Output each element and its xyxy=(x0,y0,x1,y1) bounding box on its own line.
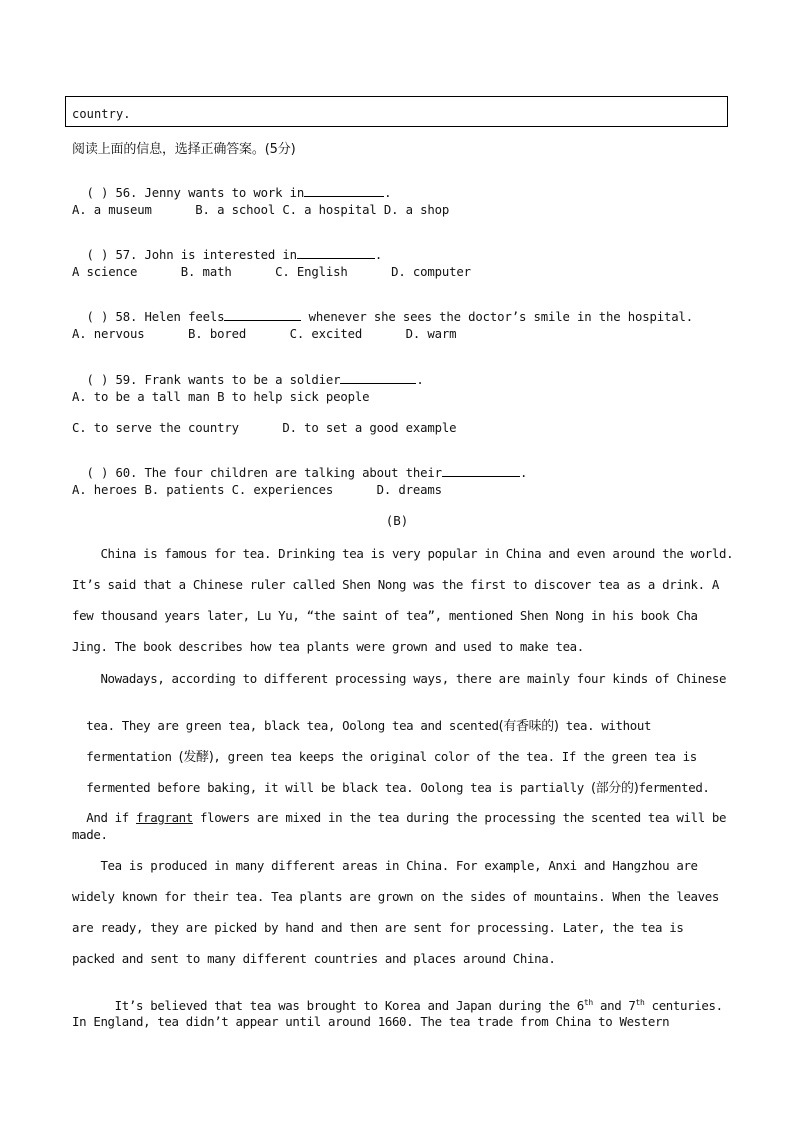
box-text: country. xyxy=(72,107,131,121)
options-56: A. a museum B. a school C. a hospital D. a shop xyxy=(72,203,450,217)
passage-line: tea. They are green tea, black tea, Oolong tea and scented(有香味的) tea. without xyxy=(86,718,652,734)
underlined-word: fragrant xyxy=(136,810,193,825)
passage-line: fermentation (发酵), green tea keeps the original color of the tea. If the green tea is xyxy=(86,749,697,765)
passage-line: It’s believed that tea was brought to Korea and Japan during the 6th and 7th centuries. xyxy=(86,998,723,1014)
question-56: ( ) 56. Jenny wants to work in . xyxy=(86,186,392,200)
passage-line: packed and sent to many different countries and places around China. xyxy=(72,951,556,966)
passage-line: China is famous for tea. Drinking tea is very popular in China and even around the world. xyxy=(72,546,734,561)
question-58: ( ) 58. Helen feels whenever she sees the doctor’s smile in the hospital. xyxy=(86,310,694,324)
options-59-b: C. to serve the country D. to set a good example xyxy=(72,421,457,435)
passage-line: Nowadays, according to different processing ways, there are mainly four kinds of Chinese xyxy=(72,671,727,686)
passage-line: made. xyxy=(72,827,108,842)
question-60: ( ) 60. The four children are talking about their . xyxy=(86,466,528,480)
passage-line: fermented before baking, it will be black tea. Oolong tea is partially (部分的)fermented. xyxy=(86,780,710,796)
answer-blank xyxy=(340,371,416,384)
question-59: ( ) 59. Frank wants to be a soldier . xyxy=(86,373,424,387)
passage-line: Tea is produced in many different areas in China. For example, Anxi and Hangzhou are xyxy=(72,858,698,873)
answer-blank xyxy=(297,246,375,259)
passage-line: are ready, they are picked by hand and then are sent for processing. Later, the tea is xyxy=(72,920,684,935)
answer-blank xyxy=(224,308,301,321)
question-57: ( ) 57. John is interested in . xyxy=(86,248,383,262)
passage-line: In England, tea didn’t appear until around 1660. The tea trade from China to Western xyxy=(72,1014,670,1029)
section-label: (B) xyxy=(385,513,409,528)
passage-line: And if fragrant flowers are mixed in the tea during the processing the scented tea will be xyxy=(86,810,727,825)
options-57: A science B. math C. English D. computer xyxy=(72,265,471,279)
continuation-box xyxy=(65,96,728,127)
passage-line: widely known for their tea. Tea plants are grown on the sides of mountains. When the leaves xyxy=(72,889,719,904)
passage-line: Jing. The book describes how tea plants were grown and used to make tea. xyxy=(72,639,584,654)
options-59-a: A. to be a tall man B to help sick people xyxy=(72,390,370,404)
answer-blank xyxy=(442,464,520,477)
options-60: A. heroes B. patients C. experiences D. dreams xyxy=(72,483,442,497)
answer-blank xyxy=(304,184,384,197)
passage-line: It’s said that a Chinese ruler called Shen Nong was the first to discover tea as a drink. A xyxy=(72,577,719,592)
options-58: A. nervous B. bored C. excited D. warm xyxy=(72,327,457,341)
passage-line: few thousand years later, Lu Yu, “the saint of tea”, mentioned Shen Nong in his book Cha xyxy=(72,608,698,623)
instruction: 阅读上面的信息，选择正确答案。(5分) xyxy=(72,142,296,157)
